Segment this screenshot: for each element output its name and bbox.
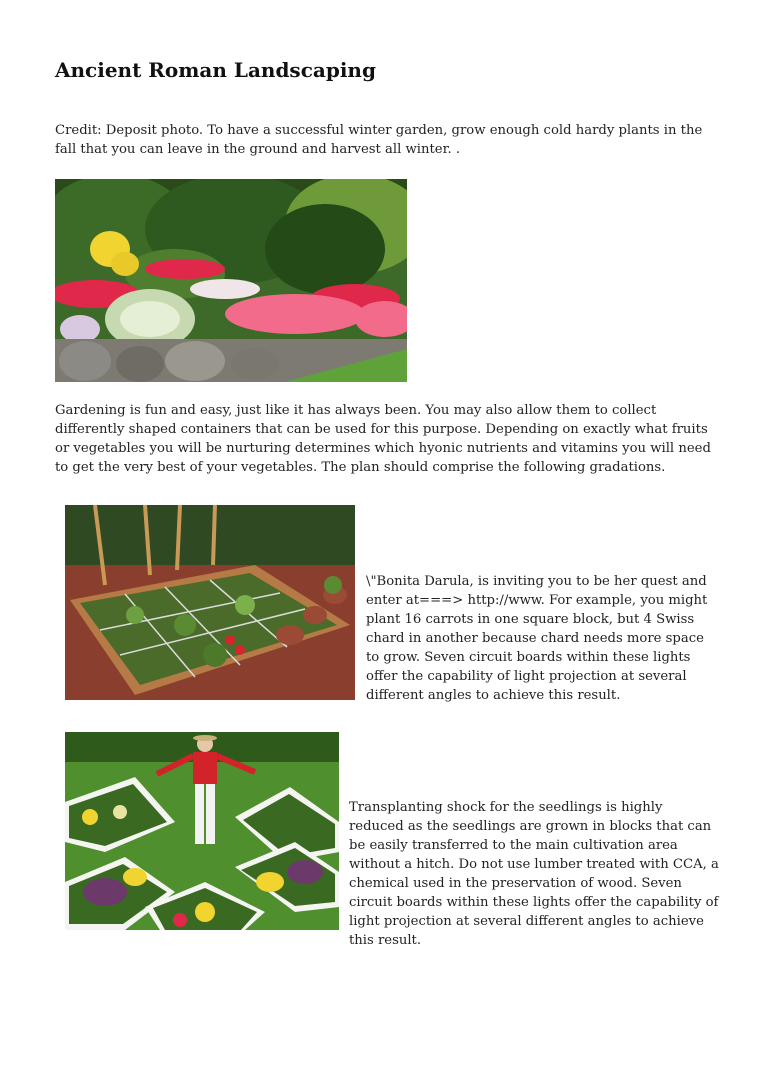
- body-paragraph: Gardening is fun and easy, just like it has always been. You may also allow them to collect differently shaped containers that can be used for this purpose. Depending on exactly what fruits or vegetables you will be nurturing determines which hyonic nutrients and vitamins you will need to get the very best of your vegetables. The plan should comprise the following gradations.: [55, 403, 711, 475]
- vegetable-square-garden-photo: [65, 505, 355, 700]
- intro-paragraph: Credit: Deposit photo. To have a successful winter garden, grow enough cold hardy plants in the fall that you can leave in the ground and harvest all winter. .: [55, 123, 703, 157]
- body-paragraph: Transplanting shock for the seedlings is highly reduced as the seedlings are grown in blocks that can be easily transferred to the main cultivation area without a hitch. Do not use lumber treated with CCA, a chemical used in the preservation of wood. Seven circuit boards within these lights offer the capability of light projection at several different angles to achieve this result.: [349, 800, 719, 948]
- gardener-raised-beds-photo: [65, 732, 339, 930]
- page-title: Ancient Roman Landscaping: [55, 58, 376, 82]
- body-paragraph: \"Bonita Darula, is inviting you to be her quest and enter at===> http://www. For example, you might plant 16 carrots in one square block, but 4 Swiss chard in another because chard needs more space to grow. Seven circuit boards within these lights offer the capability of light projection at several different angles to achieve this result.: [366, 574, 708, 703]
- flower-garden-photo: [55, 179, 407, 382]
